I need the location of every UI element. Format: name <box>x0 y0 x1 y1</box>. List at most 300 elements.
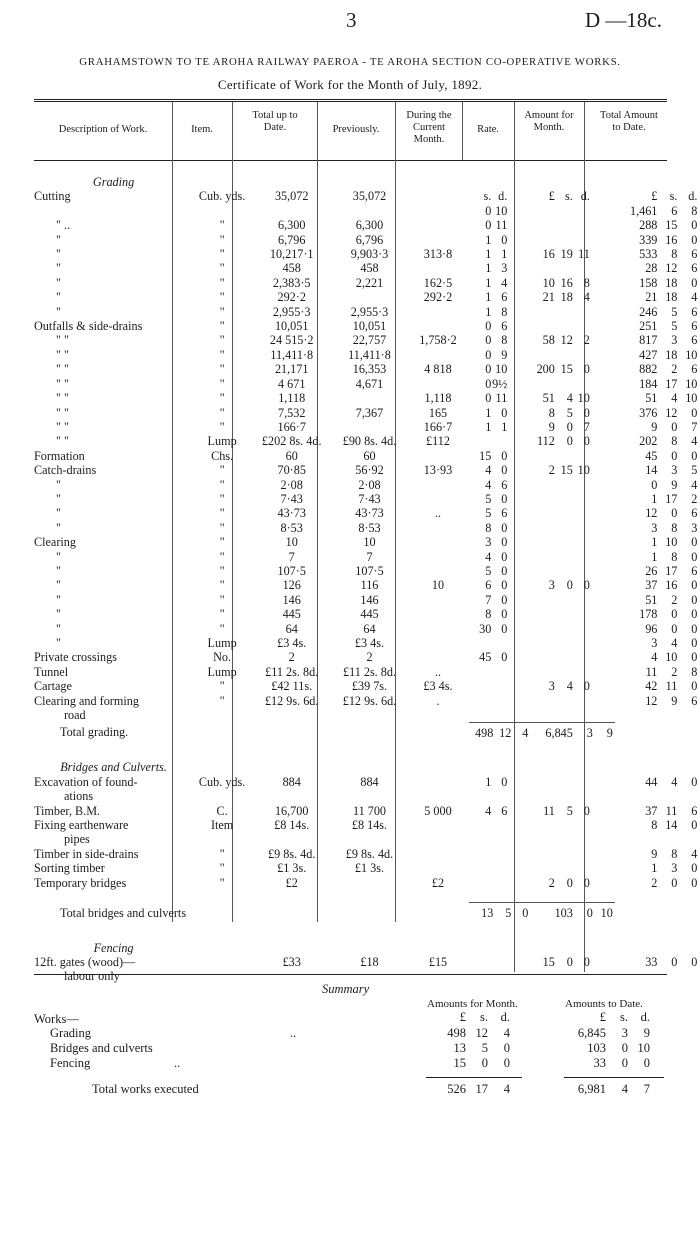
current-month-cell: £112 <box>426 434 450 449</box>
total-amount-cell <box>615 391 700 405</box>
table-row <box>34 362 700 376</box>
total-amount-cell <box>615 362 700 376</box>
description-cell: Timber, B.M. <box>34 803 101 818</box>
amount-part: 0 <box>566 875 573 890</box>
total-part: 0 <box>671 506 678 521</box>
total-amount-lsd <box>615 319 700 333</box>
total-amount-cell <box>615 319 700 333</box>
rate-cell <box>469 362 531 376</box>
table-row <box>34 333 700 347</box>
rate-cell <box>469 694 531 708</box>
total-part: 33 <box>645 955 658 969</box>
total-part: 9 <box>606 725 613 740</box>
total-amount-lsd <box>615 607 700 621</box>
previously-cell: 445 <box>360 607 379 622</box>
rate-cell <box>469 789 531 803</box>
current-month-cell <box>407 593 470 607</box>
description-cell: Catch-drains <box>34 463 97 478</box>
previously-cell <box>332 204 406 218</box>
total-amount-lsd <box>615 818 700 832</box>
empty-cell <box>469 760 531 774</box>
previously-cell: 22,757 <box>352 333 387 348</box>
amount-part: 9 <box>548 419 555 434</box>
total-amount-cell <box>615 818 700 832</box>
rate-sd <box>469 622 531 636</box>
total-part: 6 <box>691 693 698 708</box>
description-cell: Outfalls & side-drains <box>34 319 143 334</box>
total-to-date-cell: 2,383·5 <box>272 275 311 290</box>
total-part: 10 <box>600 906 613 921</box>
amount-month-cell <box>531 861 616 875</box>
current-month-cell: .. <box>434 664 442 679</box>
rate-part: 45 <box>479 650 492 665</box>
rate-cell <box>469 818 531 832</box>
total-to-date-cell: £3 4s. <box>277 636 307 650</box>
total-part: 0 <box>671 607 678 622</box>
total-part: 17 <box>665 376 678 391</box>
rate-part: 6 <box>485 578 492 593</box>
amount-part: 0 <box>566 419 573 434</box>
amount-part: £ <box>548 189 555 204</box>
table-row <box>34 832 700 846</box>
total-part: 0 <box>691 549 698 564</box>
total-amount-lsd <box>615 362 700 376</box>
total-part: 8 <box>671 846 678 861</box>
total-to-date-cell <box>251 204 332 218</box>
rate-part: 8 <box>501 304 508 319</box>
amount-part: 2 <box>548 463 555 478</box>
rate-part: 1 <box>501 419 508 434</box>
amount-part: 0 <box>583 875 590 890</box>
rate-part: 0 <box>501 563 508 578</box>
total-to-date-cell: 35,072 <box>274 189 309 204</box>
total-amount-lsd <box>615 204 700 218</box>
summary-leader-dots: .. <box>290 1026 297 1040</box>
amount-month-cell <box>531 876 616 890</box>
rate-sd <box>469 775 531 789</box>
total-part: 4 <box>671 774 678 789</box>
total-part: 45 <box>645 448 658 463</box>
current-month-cell: £15 <box>428 955 448 969</box>
previously-cell: £11 2s. 8d. <box>342 664 397 679</box>
table-row <box>34 290 700 304</box>
amount-month-cell <box>531 832 616 846</box>
rate-part: 6 <box>501 290 508 305</box>
amount-month-lsd <box>531 391 616 405</box>
description-cell: " <box>56 578 61 593</box>
rate-part: 1 <box>485 774 492 789</box>
rate-part: 1 <box>485 405 492 420</box>
total-to-date-cell: £42 11s. <box>271 679 313 694</box>
total-part: 6 <box>671 203 678 218</box>
total-part: 0 <box>691 636 698 650</box>
rate-sd <box>469 377 531 391</box>
item-cell: " <box>219 376 225 391</box>
item-cell <box>193 832 251 846</box>
total-amount-cell <box>615 189 700 203</box>
total-part: 2 <box>651 875 658 890</box>
total-amount-lsd <box>615 420 700 434</box>
rate-part: 1 <box>485 247 492 262</box>
amount-part: 112 <box>537 434 555 449</box>
table-row <box>34 607 700 621</box>
summary-lsd-part: 498 <box>447 1026 466 1040</box>
empty-cell <box>531 760 616 774</box>
total-to-date-cell: 16,700 <box>274 803 309 818</box>
previously-cell: 7·43 <box>358 491 381 506</box>
total-amount-lsd <box>615 955 700 969</box>
table-row <box>34 679 700 693</box>
current-month-cell <box>407 969 470 983</box>
rate-part: 11 <box>495 391 508 406</box>
amount-part: 12 <box>499 725 512 740</box>
rate-sd <box>469 535 531 549</box>
item-cell: " <box>219 232 225 247</box>
total-amount-lsd <box>531 726 616 740</box>
table-row <box>34 377 700 391</box>
rate-sd <box>469 550 531 564</box>
summary-lsd-part: s. <box>480 1010 488 1024</box>
empty-cell <box>193 760 251 774</box>
rate-cell <box>469 434 531 448</box>
item-cell <box>193 955 251 969</box>
spacer <box>34 929 700 941</box>
rate-part: 5 <box>485 491 492 506</box>
total-part: 0 <box>671 448 678 463</box>
summary-lsd-part: 4 <box>503 1082 510 1096</box>
total-part: 0 <box>691 405 698 420</box>
amount-month-cell <box>531 694 616 708</box>
amount-month-cell <box>531 362 616 376</box>
total-to-date-cell: 10,217·1 <box>269 247 314 262</box>
rate-part: 8 <box>485 607 492 622</box>
item-cell: Item <box>210 818 234 833</box>
empty-cell <box>332 760 406 774</box>
total-to-date-cell: 64 <box>285 621 298 636</box>
rate-part: 10 <box>495 362 508 377</box>
item-cell: " <box>219 846 225 861</box>
description-cell: Tunnel <box>34 664 69 679</box>
total-part: 5 <box>671 319 678 334</box>
table-row <box>34 818 700 832</box>
total-part: 6 <box>691 333 698 348</box>
rate-cell <box>469 535 531 549</box>
previously-cell: 60 <box>363 448 376 463</box>
amount-month-cell <box>531 478 616 492</box>
total-part: 4 <box>671 391 678 406</box>
item-cell: " <box>219 679 225 694</box>
total-amount-cell <box>615 578 700 592</box>
total-part: 18 <box>665 275 678 290</box>
total-part: 6 <box>691 803 698 818</box>
description-cell: Sorting timber <box>34 861 105 876</box>
summary-lsd-part: 7 <box>643 1082 650 1096</box>
table-row <box>34 847 700 861</box>
current-month-cell: 5 000 <box>424 803 452 818</box>
rate-part: 0 <box>501 535 508 550</box>
rate-cell <box>469 189 531 203</box>
rate-cell <box>469 969 531 983</box>
total-part: 3 <box>671 333 678 348</box>
summary-total-rule <box>564 1077 664 1078</box>
item-cell: " <box>219 520 225 535</box>
amount-month-cell <box>531 261 616 275</box>
total-part: 28 <box>645 261 658 276</box>
total-part: 251 <box>639 319 658 334</box>
rate-sd <box>469 261 531 275</box>
current-month-cell: £3 4s. <box>423 679 453 694</box>
item-cell: " <box>219 592 225 607</box>
previously-cell: 884 <box>360 774 379 789</box>
rate-part: 0 <box>485 362 492 377</box>
item-cell: " <box>219 391 225 406</box>
rate-cell <box>469 449 531 463</box>
description-cell: 12ft. gates (wood)— <box>34 955 136 969</box>
item-cell: " <box>219 218 225 233</box>
total-part: 8 <box>671 434 678 449</box>
total-amount-lsd <box>615 391 700 405</box>
summary-lsd-part: 17 <box>475 1082 488 1096</box>
amount-part: 7 <box>583 419 590 434</box>
summary-lsd <box>426 1041 510 1056</box>
total-part: 5 <box>691 463 698 478</box>
total-amount-lsd <box>615 679 700 693</box>
total-to-date-cell: £12 9s. 6d. <box>264 693 319 708</box>
total-part: 3 <box>651 636 658 650</box>
total-part: 10 <box>665 535 678 550</box>
item-cell: " <box>219 621 225 636</box>
description-cell: Excavation of found- <box>34 774 138 789</box>
item-cell: " <box>219 861 225 876</box>
previously-cell: 7,367 <box>355 405 384 420</box>
summary-lsd-part: 0 <box>503 1041 510 1055</box>
table-row <box>34 506 700 520</box>
total-amount-lsd <box>615 333 700 347</box>
total-part: 1,461 <box>629 203 658 218</box>
col-header-total-amount: Total Amount to Date. <box>600 110 658 133</box>
total-amount-lsd <box>615 233 700 247</box>
total-amount-lsd <box>615 261 700 275</box>
rate-cell <box>469 804 531 818</box>
rate-part: 10 <box>495 203 508 218</box>
total-amount-cell <box>615 650 700 664</box>
total-part: 4 <box>691 846 698 861</box>
amount-part: 3 <box>548 578 555 593</box>
amount-month-cell <box>531 708 616 722</box>
summary-lsd <box>564 1041 650 1056</box>
empty-cell <box>469 175 531 189</box>
item-cell: " <box>219 347 225 362</box>
previously-cell: 2,221 <box>355 275 384 290</box>
total-to-date-cell: £33 <box>282 955 301 969</box>
total-part: 14 <box>665 818 678 833</box>
table-row <box>34 955 700 969</box>
rate-sd <box>469 204 531 218</box>
item-cell: " <box>219 333 225 348</box>
description-cell: " " <box>56 391 69 406</box>
total-part: 12 <box>645 693 658 708</box>
summary-lsd <box>426 1026 510 1041</box>
total-part: 9 <box>671 693 678 708</box>
item-cell <box>193 708 251 722</box>
previously-cell: 11,411·8 <box>348 347 391 362</box>
amount-part: 10 <box>577 463 590 478</box>
item-cell: " <box>219 607 225 622</box>
description-cell: " <box>56 477 61 492</box>
total-part: 6 <box>691 304 698 319</box>
rate-part: 8 <box>501 333 508 348</box>
item-cell: Lump <box>207 664 237 679</box>
table-row <box>34 319 700 333</box>
rate-part: 1 <box>485 304 492 319</box>
total-amount-lsd <box>615 665 700 679</box>
rate-sd <box>469 420 531 434</box>
total-part: 14 <box>645 463 658 478</box>
rate-part: 0 <box>501 774 508 789</box>
description-cell: " <box>56 506 61 521</box>
rate-sd <box>469 348 531 362</box>
total-amount-cell <box>615 305 700 319</box>
current-month-cell <box>407 564 470 578</box>
total-to-date-cell: 11,411·8 <box>270 347 314 362</box>
total-to-date-cell: 6,300 <box>277 218 306 233</box>
rate-cell <box>469 506 531 520</box>
amount-part: 16 <box>542 247 555 262</box>
rate-sd <box>469 189 531 203</box>
rate-part: 0 <box>501 592 508 607</box>
rate-cell <box>469 276 531 290</box>
total-amount-lsd <box>615 550 700 564</box>
previously-cell: 9,903·3 <box>350 247 389 262</box>
total-amount-lsd <box>615 189 700 203</box>
amount-part: 8 <box>583 275 590 290</box>
previously-cell: 2·08 <box>358 477 381 492</box>
description-cell: Fixing earthenware <box>34 818 129 833</box>
summary-lsd <box>426 1056 510 1071</box>
rate-sd <box>469 233 531 247</box>
description-cell: " <box>56 549 61 564</box>
total-part: 4 <box>651 650 658 665</box>
amount-month-cell <box>531 955 616 969</box>
total-to-date-cell: 2·08 <box>280 477 303 492</box>
rate-part: 0 <box>501 607 508 622</box>
header-bottom-rule <box>34 160 667 161</box>
amount-month-cell <box>531 420 616 434</box>
total-part: 2 <box>691 491 698 506</box>
amount-month-cell <box>531 804 616 818</box>
total-part: 158 <box>639 275 658 290</box>
total-to-date-cell: 70·85 <box>277 463 306 478</box>
item-cell: No. <box>213 650 232 665</box>
total-amount-lsd <box>615 247 700 261</box>
table-row <box>34 789 700 803</box>
amount-month-lsd <box>531 247 616 261</box>
total-part: 37 <box>645 578 658 593</box>
total-part: 11 <box>645 664 658 679</box>
total-part: 882 <box>639 362 658 377</box>
total-to-date-cell: 7·43 <box>280 491 303 506</box>
total-amount-cell <box>615 789 700 803</box>
total-part: 10 <box>685 376 698 391</box>
empty-cell <box>615 175 700 189</box>
amount-month-cell <box>531 492 616 506</box>
total-to-date-cell: £2 <box>285 875 298 890</box>
amount-month-cell <box>531 521 616 535</box>
table-row <box>34 492 700 506</box>
amount-month-cell <box>531 333 616 347</box>
amount-month-lsd <box>531 463 616 477</box>
amount-month-lsd <box>469 906 531 920</box>
summary-lsd-part: d. <box>500 1010 510 1024</box>
description-cell: " <box>56 261 61 276</box>
total-amount-cell <box>615 290 700 304</box>
rate-part: 0 <box>485 319 492 334</box>
item-cell: " <box>219 405 225 420</box>
rate-part: 9½ <box>492 376 508 391</box>
empty-cell <box>251 941 332 955</box>
empty-cell <box>531 941 616 955</box>
table-row <box>34 218 700 232</box>
amount-month-cell <box>531 665 616 679</box>
summary-total-label: Total works executed <box>92 1082 199 1096</box>
total-amount-lsd <box>615 377 700 391</box>
col-header-item: Item. <box>191 124 213 135</box>
rate-cell <box>469 420 531 434</box>
total-amount-lsd <box>615 804 700 818</box>
total-part: 6 <box>691 506 698 521</box>
description-cell <box>34 204 193 218</box>
total-part: 178 <box>639 607 658 622</box>
rate-part: 0 <box>501 520 508 535</box>
total-to-date-cell: 2,955·3 <box>272 304 311 319</box>
total-to-date-cell: 445 <box>282 607 301 622</box>
rate-part: 0 <box>501 491 508 506</box>
rate-sd <box>469 449 531 463</box>
total-part: 0 <box>691 218 698 233</box>
description-cell: " <box>56 275 61 290</box>
total-part: 0 <box>691 774 698 789</box>
amount-month-lsd <box>531 420 616 434</box>
amount-part: 3 <box>548 679 555 694</box>
amount-month-lsd <box>531 333 616 347</box>
total-part: 0 <box>671 621 678 636</box>
amount-part: 4 <box>566 679 573 694</box>
table-row <box>34 175 700 189</box>
rate-sd <box>469 276 531 290</box>
previously-cell: 4,671 <box>355 376 384 391</box>
current-month-cell <box>407 847 470 861</box>
rate-sd <box>469 406 531 420</box>
total-amount-lsd <box>615 694 700 708</box>
total-part: 7 <box>691 419 698 434</box>
previously-cell: 6,796 <box>355 232 384 247</box>
amount-part: 15 <box>542 955 555 969</box>
amount-month-cell <box>531 818 616 832</box>
previously-cell: 7 <box>366 549 373 564</box>
previously-cell: 43·73 <box>355 506 384 521</box>
total-part: 0 <box>691 861 698 876</box>
total-amount-cell <box>615 622 700 636</box>
amount-part: 15 <box>560 463 573 478</box>
amount-month-cell <box>531 578 616 592</box>
rate-cell <box>469 348 531 362</box>
empty-cell <box>332 941 406 955</box>
total-part: 2 <box>671 592 678 607</box>
rate-cell <box>469 775 531 789</box>
total-to-date-cell: £1 3s. <box>277 861 307 876</box>
previously-cell: 56·92 <box>355 463 384 478</box>
current-month-cell <box>407 789 470 803</box>
